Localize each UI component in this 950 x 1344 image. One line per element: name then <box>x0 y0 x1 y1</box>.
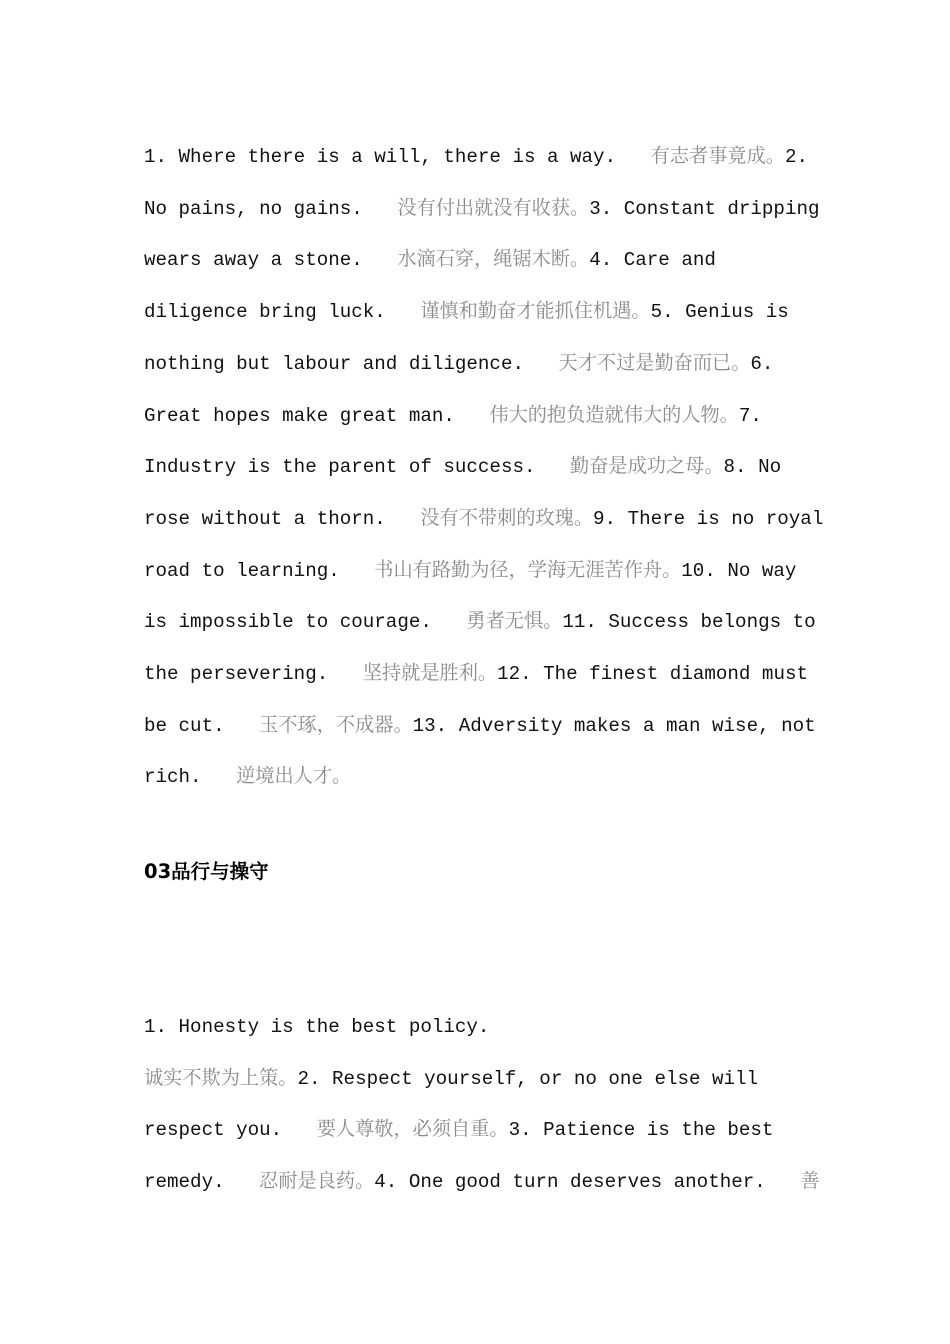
proverb-zh: 玉不琢，不成器。 <box>259 712 413 736</box>
proverb-zh: 善 <box>800 1168 820 1192</box>
proverb-zh: 逆境出人才。 <box>236 764 352 788</box>
proverb-en: 3. Patience is the best remedy. <box>144 1119 774 1193</box>
proverb-zh: 坚持就是胜利。 <box>362 661 498 685</box>
proverb-zh: 书山有路勤为径，学海无涯苦作舟。 <box>374 557 682 581</box>
proverb-zh: 谨慎和勤奋才能抓住机遇。 <box>420 299 651 323</box>
proverb-en: 8. No rose without a thorn. <box>144 456 782 530</box>
proverb-zh: 忍耐是良药。 <box>259 1168 375 1192</box>
proverb-en: 2. Respect yourself, or no one else will respect you. <box>144 1067 759 1141</box>
proverb-zh: 水滴石穿，绳锯木断。 <box>397 247 590 271</box>
proverb-zh: 勇者无惧。 <box>466 609 563 633</box>
proverb-zh: 伟大的抱负造就伟大的人物。 <box>489 402 739 426</box>
proverb-zh: 有志者事竟成。 <box>650 144 785 167</box>
proverb-zh: 勤奋是成功之母。 <box>570 454 724 478</box>
proverb-en: 1. Honesty is the best policy. <box>144 1016 490 1038</box>
proverb-en: 4. One good turn deserves another. <box>374 1170 766 1193</box>
proverb-zh: 要人尊敬，必须自重。 <box>316 1117 509 1140</box>
proverb-en: 12. The finest diamond must be cut. <box>144 663 808 737</box>
character-proverbs-paragraph <box>144 1003 824 1207</box>
section-heading: 03品行与操守 <box>144 860 269 883</box>
proverb-zh: 诚实不欺为上策。 <box>144 1065 298 1089</box>
proverb-zh: 没有付出就没有收获。 <box>397 195 590 219</box>
proverb-en: 4. Care and diligence bring luck. <box>144 249 716 324</box>
proverb-en: 2. No pains, no gains. <box>144 146 808 220</box>
proverb-zh: 天才不过是勤奋而已。 <box>558 350 751 374</box>
proverb-en: 9. There is no royal road to learning. <box>144 507 824 582</box>
proverb-en: 5. Genius is nothing but labour and diligence. <box>144 301 789 375</box>
proverb-zh: 没有不带刺的玫瑰。 <box>420 505 594 529</box>
proverbs-paragraph <box>144 131 824 803</box>
proverb-en: 1. Where there is a will, there is a way. <box>144 146 617 168</box>
proverb-en: 13. Adversity makes a man wise, not rich. <box>144 714 816 789</box>
proverb-en: 7. Industry is the parent of success. <box>144 404 762 479</box>
proverb-en: 10. No way is impossible to courage. <box>144 559 797 634</box>
proverb-en: 11. Success belongs to the persevering. <box>144 611 816 686</box>
proverb-en: 3. Constant dripping wears away a stone. <box>144 197 820 272</box>
proverb-en: 6. Great hopes make great man. <box>144 352 774 427</box>
